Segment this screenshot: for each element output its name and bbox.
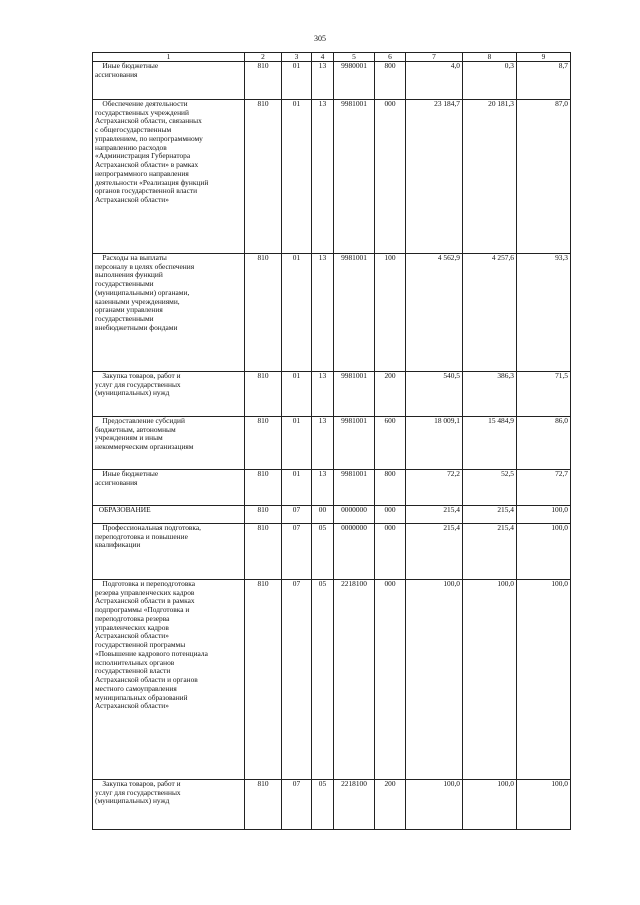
row-cell-c9: 8,7 [517, 62, 571, 100]
row-cell-c5: 0000000 [334, 524, 375, 580]
column-header: 9 [517, 53, 571, 62]
row-cell-c7: 540,5 [406, 372, 463, 417]
row-description: Подготовка и переподготовка резерва управленческих кадров Астраханской области в рамках подпрограммы «Подготовка и переподготовка резерва управленческих кадров Астраханской области» государственной программы «Повышение кадрового потенциала исполнительных органов государственной власти Астраханской области и органов местного самоуправления муниципальных образований Астраханской области» [93, 580, 245, 780]
table-row [93, 62, 571, 100]
row-cell-c3: 01 [282, 470, 312, 506]
row-cell-c6: 600 [375, 417, 406, 470]
row-cell-c6: 200 [375, 780, 406, 830]
row-cell-c3: 01 [282, 417, 312, 470]
page-number: 305 [314, 34, 326, 43]
column-header: 8 [463, 53, 517, 62]
row-cell-c9: 72,7 [517, 470, 571, 506]
table-row [93, 580, 571, 780]
row-cell-c9: 87,0 [517, 100, 571, 254]
row-cell-c8: 4 257,6 [463, 254, 517, 372]
row-cell-c2: 810 [245, 580, 282, 780]
row-cell-c4: 05 [312, 580, 334, 780]
row-cell-c3: 01 [282, 100, 312, 254]
row-cell-c4: 13 [312, 100, 334, 254]
row-description: ОБРАЗОВАНИЕ [93, 506, 245, 524]
row-cell-c6: 800 [375, 470, 406, 506]
row-cell-c2: 810 [245, 524, 282, 580]
row-cell-c6: 000 [375, 100, 406, 254]
row-cell-c5: 9981001 [334, 470, 375, 506]
row-cell-c2: 810 [245, 62, 282, 100]
row-cell-c6: 000 [375, 524, 406, 580]
column-header: 7 [406, 53, 463, 62]
row-cell-c2: 810 [245, 780, 282, 830]
row-cell-c5: 0000000 [334, 506, 375, 524]
row-cell-c4: 13 [312, 372, 334, 417]
row-cell-c8: 0,3 [463, 62, 517, 100]
row-cell-c4: 13 [312, 417, 334, 470]
row-cell-c7: 100,0 [406, 580, 463, 780]
row-cell-c2: 810 [245, 100, 282, 254]
table-row [93, 417, 571, 470]
row-description: Предоставление субсидий бюджетным, автономным учреждениям и иным некоммерческим организациям [93, 417, 245, 470]
row-cell-c2: 810 [245, 506, 282, 524]
row-cell-c5: 9981001 [334, 372, 375, 417]
row-cell-c7: 215,4 [406, 524, 463, 580]
row-cell-c6: 000 [375, 580, 406, 780]
row-cell-c5: 9981001 [334, 254, 375, 372]
row-description: Профессиональная подготовка, переподготовка и повышение квалификации [93, 524, 245, 580]
row-cell-c3: 07 [282, 780, 312, 830]
row-cell-c2: 810 [245, 254, 282, 372]
row-cell-c7: 72,2 [406, 470, 463, 506]
row-cell-c7: 4,0 [406, 62, 463, 100]
row-cell-c3: 07 [282, 580, 312, 780]
row-cell-c7: 4 562,9 [406, 254, 463, 372]
row-cell-c7: 18 009,1 [406, 417, 463, 470]
header-row [93, 53, 571, 62]
column-header: 5 [334, 53, 375, 62]
row-cell-c8: 20 181,3 [463, 100, 517, 254]
row-description: Закупка товаров, работ и услуг для государственных (муниципальных) нужд [93, 372, 245, 417]
row-description: Иные бюджетные ассигнования [93, 62, 245, 100]
column-header: 2 [245, 53, 282, 62]
row-cell-c8: 52,5 [463, 470, 517, 506]
column-header: 1 [93, 53, 245, 62]
table-row [93, 100, 571, 254]
row-cell-c8: 100,0 [463, 580, 517, 780]
row-cell-c7: 23 184,7 [406, 100, 463, 254]
column-header: 4 [312, 53, 334, 62]
row-cell-c4: 13 [312, 470, 334, 506]
row-description: Обеспечение деятельности государственных учреждений Астраханской области, связанных с общегосударственным управлением, по непрограммному направлению расходов «Администрация Губернатора Астраханской области» в рамках непрограммного направления деятельности «Реализация функций органов государственной власти Астраханской области» [93, 100, 245, 254]
row-cell-c5: 9980001 [334, 62, 375, 100]
row-cell-c7: 215,4 [406, 506, 463, 524]
budget-table [92, 52, 571, 830]
column-header: 3 [282, 53, 312, 62]
row-cell-c6: 800 [375, 62, 406, 100]
table-row [93, 524, 571, 580]
table-row [93, 372, 571, 417]
row-cell-c8: 15 484,9 [463, 417, 517, 470]
row-cell-c8: 215,4 [463, 506, 517, 524]
row-cell-c9: 100,0 [517, 524, 571, 580]
row-cell-c3: 01 [282, 254, 312, 372]
row-description: Закупка товаров, работ и услуг для государственных (муниципальных) нужд [93, 780, 245, 830]
table-row [93, 470, 571, 506]
row-cell-c3: 07 [282, 506, 312, 524]
row-cell-c4: 00 [312, 506, 334, 524]
row-cell-c4: 05 [312, 780, 334, 830]
row-cell-c6: 200 [375, 372, 406, 417]
row-cell-c5: 2218100 [334, 780, 375, 830]
row-cell-c9: 100,0 [517, 580, 571, 780]
row-cell-c8: 215,4 [463, 524, 517, 580]
row-cell-c8: 100,0 [463, 780, 517, 830]
row-cell-c5: 9981001 [334, 417, 375, 470]
row-cell-c3: 07 [282, 524, 312, 580]
row-cell-c9: 100,0 [517, 506, 571, 524]
row-cell-c5: 2218100 [334, 580, 375, 780]
row-description: Иные бюджетные ассигнования [93, 470, 245, 506]
row-cell-c3: 01 [282, 372, 312, 417]
row-cell-c9: 100,0 [517, 780, 571, 830]
row-cell-c8: 386,3 [463, 372, 517, 417]
table-row [93, 780, 571, 830]
row-cell-c6: 000 [375, 506, 406, 524]
row-cell-c6: 100 [375, 254, 406, 372]
table-row [93, 506, 571, 524]
row-cell-c9: 86,0 [517, 417, 571, 470]
table-row [93, 254, 571, 372]
row-cell-c9: 93,3 [517, 254, 571, 372]
row-cell-c2: 810 [245, 470, 282, 506]
row-cell-c2: 810 [245, 372, 282, 417]
row-cell-c5: 9981001 [334, 100, 375, 254]
column-header: 6 [375, 53, 406, 62]
row-cell-c4: 05 [312, 524, 334, 580]
row-cell-c9: 71,5 [517, 372, 571, 417]
row-description: Расходы на выплаты персоналу в целях обеспечения выполнения функций государственными (муниципальными) органами, казенными учреждениями, органами управления государственными внебюджетными фондами [93, 254, 245, 372]
row-cell-c4: 13 [312, 62, 334, 100]
row-cell-c3: 01 [282, 62, 312, 100]
row-cell-c4: 13 [312, 254, 334, 372]
row-cell-c2: 810 [245, 417, 282, 470]
row-cell-c7: 100,0 [406, 780, 463, 830]
